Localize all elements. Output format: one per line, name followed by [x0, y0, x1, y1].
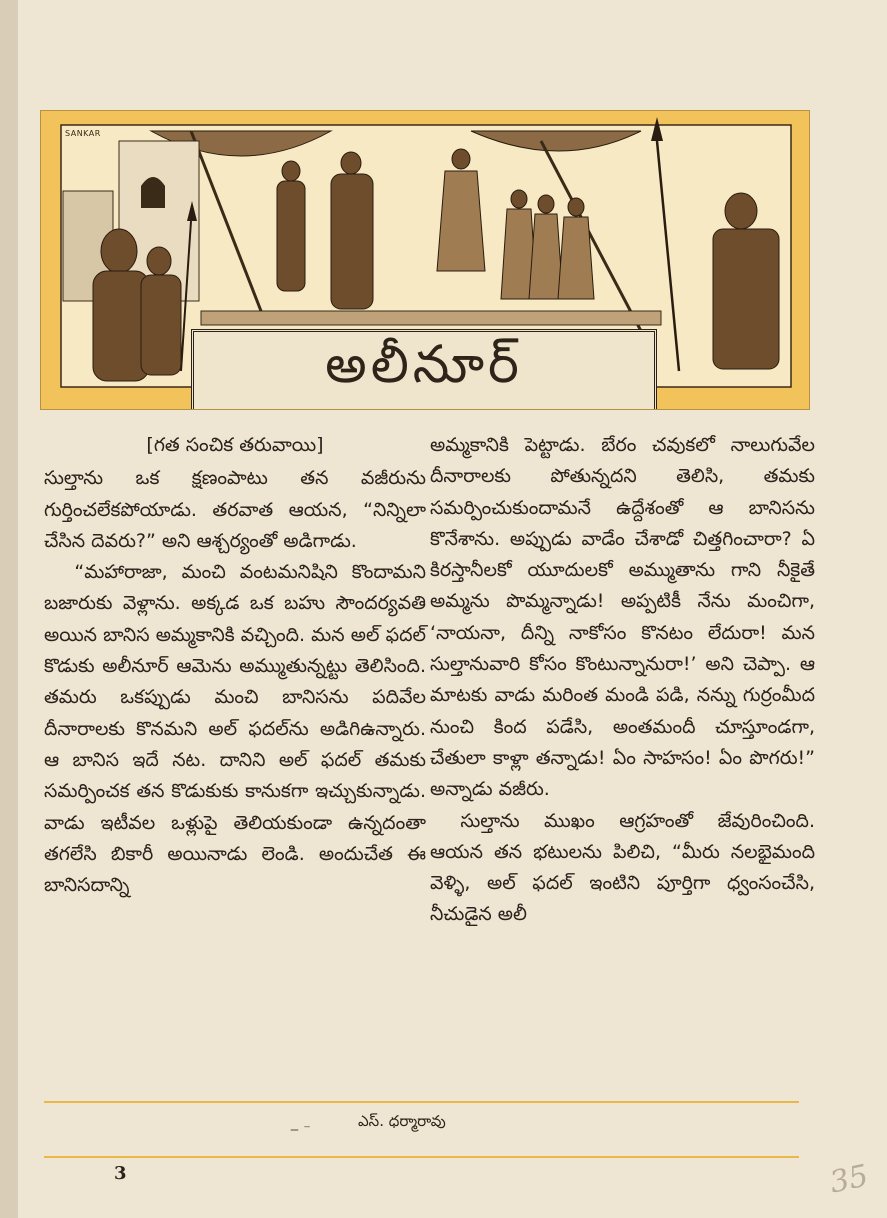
- footer-divider-bottom: [44, 1156, 799, 1158]
- text-column-left: [44, 430, 426, 901]
- story-title: అలీనూర్: [325, 334, 523, 395]
- handwritten-margin-note: 35: [826, 1158, 872, 1201]
- title-banner: [191, 329, 657, 410]
- text-column-right: [430, 430, 815, 931]
- continuation-note: [గత సంచిక తరువాయి]: [146, 434, 324, 456]
- author-name: ఎస్. ధర్మారావు: [358, 1112, 446, 1130]
- page-number: 3: [114, 1163, 127, 1184]
- paragraph: సుల్తాను ఒక క్షణంపాటు తన వజీరును గుర్తించలేకపోయాడు. తరవాత ఆయన, “నిన్నిలా చేసిన దెవరు?” అని ఆశ్చర్యంతో అడిగాడు.: [44, 467, 426, 552]
- paragraph: అమ్మకానికి పెట్టాడు. బేరం చవుకలో నాలుగువేల దీనారాలకు పోతున్నదని తెలిసి, తమకు సమర్పించుకుందామనే ఉద్దేశంతో ఆ బానిసను కొనేశాను. అప్పుడు వాడేం చేశాడో చిత్తగించారా? ఏ కిరస్తానీలకో యూదులకో అమ్ముతాను గాని నీకైతే అమ్మను పొమ్మన్నాడు! అప్పటికీ నేను మంచిగా, ‘నాయనా, దీన్ని నాకోసం కొనటం లేదురా! మన సుల్తానువారి కోసం కొంటున్నానురా!’ అని చెప్పా. ఆ మాటకు వాడు మరింత మండి పడి, నన్ను గుర్రంమీద నుంచి కింద పడేసి, అంతమందీ చూస్తూండగా, చేతులా కాళ్లా తన్నాడు! ఏం సాహసం! ఏం పొగరు!” అన్నాడు వజీరు.: [430, 434, 815, 801]
- paragraph: సుల్తాను ముఖం ఆగ్రహంతో జేవురించింది. ఆయన తన భటులను పిలిచి, “మీరు నలభైమంది వెళ్ళి, అల్ ఫదల్ ఇంటిని పూర్తిగా ధ్వంసంచేసి, నీచుడైన అలీ: [430, 809, 815, 926]
- footer-divider-top: [44, 1101, 799, 1103]
- author-dash: ‒ ⁻: [290, 1122, 311, 1138]
- paragraph: “మహారాజా, మంచి వంటమనిషిని కొందామని బజారుకు వెళ్లాను. అక్కడ ఒక బహు సౌందర్యవతి అయిన బానిస అమ్మకానికి వచ్చింది. మన అల్ ఫదల్ కొడుకు అలీనూర్ ఆమెను అమ్ముతున్నట్టు తెలిసింది. తమరు ఒకప్పుడు మంచి బానిసను పదివేల దీనారాలకు కొనమని అల్ ఫదల్‌ను అడిగిఉన్నారు. ఆ బానిస ఇదే నట. దానిని అల్ ఫదల్ తమకు సమర్పించక తన కొడుకుకు కానుకగా ఇచ్చుకున్నాడు. వాడు ఇటీవల ఒళ్లుపై తెలియకుండా ఉన్నదంతా తగలేసి బికారీ అయినాడు లెండి. అందుచేత ఈ బానిసదాన్ని: [44, 561, 426, 897]
- page-edge: [0, 0, 18, 1218]
- header-illustration: [40, 110, 810, 410]
- artist-signature: SANKAR: [65, 129, 101, 138]
